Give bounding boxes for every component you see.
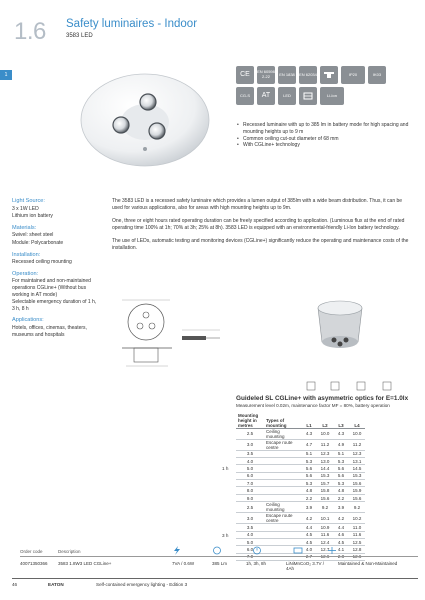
mounting-cell bbox=[264, 487, 301, 494]
mounting-cell bbox=[264, 450, 301, 457]
table-row bbox=[236, 465, 365, 472]
l2-cell: 9.2 bbox=[317, 502, 333, 513]
brand-name: EATON bbox=[48, 582, 64, 587]
l2-cell: 12.6 bbox=[317, 553, 333, 560]
order-divider bbox=[20, 556, 418, 557]
mounting-cell: Escape route centre bbox=[264, 439, 301, 450]
mounting-cell bbox=[264, 465, 301, 472]
table-header-row bbox=[236, 410, 365, 428]
table-row bbox=[236, 480, 365, 487]
l4-cell: 12.3 bbox=[349, 450, 365, 457]
spacing-table-subheading: Measurement level 0.02m, maintenance factor MF = 80%, battery operation bbox=[236, 403, 390, 408]
l2-cell: 12.3 bbox=[317, 450, 333, 457]
l4-cell: 15.6 bbox=[349, 480, 365, 487]
height-cell: 7.0 bbox=[236, 480, 264, 487]
l2-cell: 12.4 bbox=[317, 539, 333, 546]
order-mode: Maintained & Non-Maintained bbox=[338, 561, 398, 566]
l2-cell: 11.6 bbox=[317, 531, 333, 538]
order-code-header: Order code bbox=[20, 549, 43, 554]
mounting-cell bbox=[264, 494, 301, 501]
installation-value: Recessed ceiling mounting bbox=[12, 259, 72, 266]
column-header-l3: L3 bbox=[338, 422, 344, 428]
page-subtitle: 3583 LED bbox=[66, 33, 93, 39]
description-paragraph: The 3583 LED is a recessed safety luminaire which provides a lumen output of 385lm with a wide beam distribution. Thus, it can be used for various applications, also for areas with high mounting heights up to 9m. bbox=[112, 198, 403, 211]
materials-value: Module: Polycarbonate bbox=[12, 239, 64, 246]
materials-label: Materials: bbox=[12, 224, 37, 231]
l4-cell: 9.2 bbox=[349, 502, 365, 513]
l2-cell: 15.6 bbox=[317, 494, 333, 501]
l2-cell: 15.8 bbox=[317, 487, 333, 494]
order-duration: 1h, 3h, 8h bbox=[246, 561, 267, 566]
l1-cell: 4.0 bbox=[301, 546, 317, 553]
l4-cell: 12.6 bbox=[349, 553, 365, 560]
l1-cell: 2.7 bbox=[301, 553, 317, 560]
height-cell: 4.0 bbox=[236, 457, 264, 464]
installed-product-image bbox=[312, 296, 368, 356]
l2-cell: 12.7 bbox=[317, 546, 333, 553]
feature-item: • Common ceiling cut-out diameter of 68 mm bbox=[236, 136, 416, 143]
product-description bbox=[112, 198, 412, 257]
mounting-cell bbox=[264, 480, 301, 487]
l3-cell: 5.3 bbox=[333, 480, 349, 487]
table-row bbox=[236, 439, 365, 450]
column-header-l1: L1 bbox=[306, 422, 312, 428]
l4-cell: 10.0 bbox=[349, 428, 365, 439]
l4-cell: 15.9 bbox=[349, 487, 365, 494]
l2-cell: 11.2 bbox=[317, 439, 333, 450]
l3-cell: 5.6 bbox=[333, 465, 349, 472]
spacing-diagram-icons bbox=[305, 380, 415, 394]
footer-divider bbox=[12, 578, 418, 579]
table-row bbox=[236, 502, 365, 513]
l4-cell: 11.2 bbox=[349, 439, 365, 450]
table-row bbox=[236, 472, 365, 479]
applications-label: Applications: bbox=[12, 317, 44, 324]
led-icon: LED bbox=[278, 87, 296, 105]
mounting-cell bbox=[264, 539, 301, 546]
l3-cell: 2.8 bbox=[333, 553, 349, 560]
order-column-icons bbox=[172, 546, 382, 555]
l1-cell: 5.6 bbox=[301, 465, 317, 472]
recessed-ceiling-icon bbox=[320, 66, 338, 84]
en-62034-icon: EN 62034 bbox=[299, 66, 317, 84]
applications-value: Hotels, offices, cinemas, theaters, museums and hospitals bbox=[12, 324, 87, 338]
light-source-label: Light Source: bbox=[12, 198, 45, 204]
l2-cell: 10.9 bbox=[317, 524, 333, 531]
l3-cell: 5.6 bbox=[333, 472, 349, 479]
table-row bbox=[236, 457, 365, 464]
ip20-icon: IP20 bbox=[341, 66, 365, 84]
height-cell: 7.0 bbox=[236, 553, 264, 560]
l2-cell: 15.3 bbox=[317, 472, 333, 479]
light-source-value: 3 x 1W LED bbox=[12, 205, 39, 212]
cert-row-2 bbox=[236, 87, 386, 105]
ik03-icon: IK03 bbox=[368, 66, 386, 84]
l1-cell: 4.5 bbox=[301, 531, 317, 538]
operation-value: Selectable emergency duration of 1 h, 3 h, 8 h bbox=[12, 299, 97, 312]
l3-cell: 4.2 bbox=[333, 513, 349, 524]
height-cell: 6.0 bbox=[236, 546, 264, 553]
footer-text: Self-contained emergency lighting - Edition 3 bbox=[96, 582, 188, 587]
table-row bbox=[236, 450, 365, 457]
page-number: 46 bbox=[12, 582, 18, 587]
feature-list bbox=[236, 122, 416, 149]
table-row bbox=[236, 539, 365, 546]
l3-cell: 3.9 bbox=[333, 502, 349, 513]
wiring-icon bbox=[299, 87, 317, 105]
height-cell: 2.5 bbox=[236, 502, 264, 513]
order-description: 3583 1.8W3 LED CGLine+ bbox=[58, 561, 112, 566]
height-cell: 6.0 bbox=[236, 472, 264, 479]
l1-cell: 4.7 bbox=[301, 439, 317, 450]
product-image bbox=[78, 62, 212, 170]
en-60598-icon: EN 60598 2-22 bbox=[257, 66, 275, 84]
height-cell: 5.0 bbox=[236, 539, 264, 546]
l3-cell: 4.1 bbox=[333, 546, 349, 553]
mounting-cell bbox=[264, 531, 301, 538]
table-row bbox=[236, 428, 365, 439]
operation-label: Operation: bbox=[12, 270, 39, 277]
mounting-cell bbox=[264, 472, 301, 479]
l4-cell: 12.8 bbox=[349, 546, 365, 553]
height-cell: 3.5 bbox=[236, 524, 264, 531]
l2-cell: 14.4 bbox=[317, 465, 333, 472]
page-title: Safety luminaires - Indoor bbox=[66, 18, 198, 30]
l3-cell: 4.9 bbox=[333, 439, 349, 450]
mounting-cell bbox=[264, 457, 301, 464]
l1-cell: 4.3 bbox=[301, 428, 317, 439]
l3-cell: 4.5 bbox=[333, 539, 349, 546]
l3-cell: 4.3 bbox=[333, 428, 349, 439]
height-cell: 5.0 bbox=[236, 465, 264, 472]
column-header-l4: L4 bbox=[354, 422, 360, 428]
duration-label-1h: 1 h bbox=[222, 466, 229, 471]
l4-cell: 10.2 bbox=[349, 513, 365, 524]
order-battery: LiNiMnCoO₂ 3.7V / 4Ah bbox=[286, 561, 325, 572]
l4-cell: 11.6 bbox=[349, 531, 365, 538]
spacing-table-heading: Guideled SL CGLine+ with asymmetric optics for E=1.0lx bbox=[236, 395, 409, 402]
height-cell: 3.0 bbox=[236, 439, 264, 450]
autotest-icon: AT bbox=[257, 87, 275, 105]
l4-cell: 14.5 bbox=[349, 465, 365, 472]
mounting-cell: Escape route centre bbox=[264, 513, 301, 524]
table-row bbox=[236, 513, 365, 524]
description-header: Description bbox=[58, 549, 81, 554]
l2-cell: 15.7 bbox=[317, 480, 333, 487]
height-cell: 4.0 bbox=[236, 531, 264, 538]
spacing-table bbox=[236, 410, 365, 561]
mounting-cell: Ceiling mounting bbox=[264, 502, 301, 513]
l2-cell: 10.0 bbox=[317, 428, 333, 439]
l1-cell: 3.9 bbox=[301, 502, 317, 513]
l1-cell: 5.3 bbox=[301, 457, 317, 464]
l3-cell: 4.8 bbox=[333, 487, 349, 494]
table-row bbox=[236, 487, 365, 494]
l3-cell: 5.3 bbox=[333, 457, 349, 464]
l4-cell: 13.1 bbox=[349, 457, 365, 464]
feature-item: • Recessed luminaire with up to 385 lm in battery mode for high spacing and mounting heights up to 9 m bbox=[236, 122, 416, 136]
technical-drawing bbox=[112, 296, 222, 378]
height-cell: 2.5 bbox=[236, 428, 264, 439]
l4-cell: 12.5 bbox=[349, 539, 365, 546]
cgline-icon: CG-S bbox=[236, 87, 254, 105]
installation-label: Installation: bbox=[12, 251, 41, 258]
description-paragraph: The use of LEDs, automatic testing and monitoring devices (CGLine+) significantly reduce the operating and maintenance costs of the installation. bbox=[112, 237, 409, 251]
column-header-mounting: Types of mounting bbox=[266, 417, 287, 428]
l4-cell: 15.3 bbox=[349, 472, 365, 479]
table-row bbox=[236, 494, 365, 501]
l1-cell: 2.2 bbox=[301, 494, 317, 501]
cert-row-1 bbox=[236, 66, 386, 84]
height-cell: 9.0 bbox=[236, 494, 264, 501]
section-number: 1.6 bbox=[14, 18, 46, 45]
l1-cell: 5.3 bbox=[301, 480, 317, 487]
order-lumen: 385 Lm bbox=[212, 561, 228, 566]
height-cell: 8.0 bbox=[236, 487, 264, 494]
l1-cell: 5.1 bbox=[301, 450, 317, 457]
l3-cell: 5.1 bbox=[333, 450, 349, 457]
ce-mark-icon: CE bbox=[236, 66, 254, 84]
description-paragraph: One, three or eight hours rated operating duration can be freely specified according to application. (Luminous flux at the end of rated operating time 100% at 1h; 70% at 3h; 25% at 8h). 3583 LED is equipped with an environmental-friendly Li-Ion battery technology. bbox=[112, 217, 405, 231]
en-1838-icon: EN 1838 bbox=[278, 66, 296, 84]
l1-cell: 4.2 bbox=[301, 513, 317, 524]
light-source-value: Lithium ion battery bbox=[12, 213, 53, 220]
table-row bbox=[236, 524, 365, 531]
height-cell: 3.5 bbox=[236, 450, 264, 457]
duration-label-3h: 3 h bbox=[222, 533, 229, 538]
l1-cell: 4.8 bbox=[301, 487, 317, 494]
spec-column bbox=[12, 198, 97, 338]
order-code: 40071350366 bbox=[20, 561, 48, 566]
l3-cell: 4.6 bbox=[333, 531, 349, 538]
column-header-l2: L2 bbox=[322, 422, 328, 428]
li-ion-battery-icon: Li-Ion bbox=[320, 87, 344, 105]
l2-cell: 13.0 bbox=[317, 457, 333, 464]
mounting-cell: Ceiling mounting bbox=[264, 428, 301, 439]
mounting-cell bbox=[264, 524, 301, 531]
height-cell: 3.0 bbox=[236, 513, 264, 524]
l3-cell: 2.2 bbox=[333, 494, 349, 501]
l3-cell: 4.4 bbox=[333, 524, 349, 531]
l2-cell: 10.1 bbox=[317, 513, 333, 524]
l4-cell: 15.6 bbox=[349, 494, 365, 501]
certification-icons bbox=[236, 66, 386, 105]
chapter-tab[interactable]: 1 bbox=[0, 70, 12, 80]
materials-value: Swivel: sheet steel bbox=[12, 232, 54, 239]
column-header-height: Mounting height in metres bbox=[238, 412, 259, 428]
l1-cell: 4.4 bbox=[301, 524, 317, 531]
table-row bbox=[236, 531, 365, 538]
order-power: 7VA / 0.6W bbox=[172, 561, 195, 566]
l1-cell: 4.5 bbox=[301, 539, 317, 546]
l4-cell: 11.0 bbox=[349, 524, 365, 531]
operation-value: For maintained and non-maintained operations CGLine+ (Without bus working in AT mode) bbox=[12, 278, 91, 298]
feature-item: • With CGLine+ technology bbox=[236, 142, 416, 149]
l1-cell: 5.6 bbox=[301, 472, 317, 479]
